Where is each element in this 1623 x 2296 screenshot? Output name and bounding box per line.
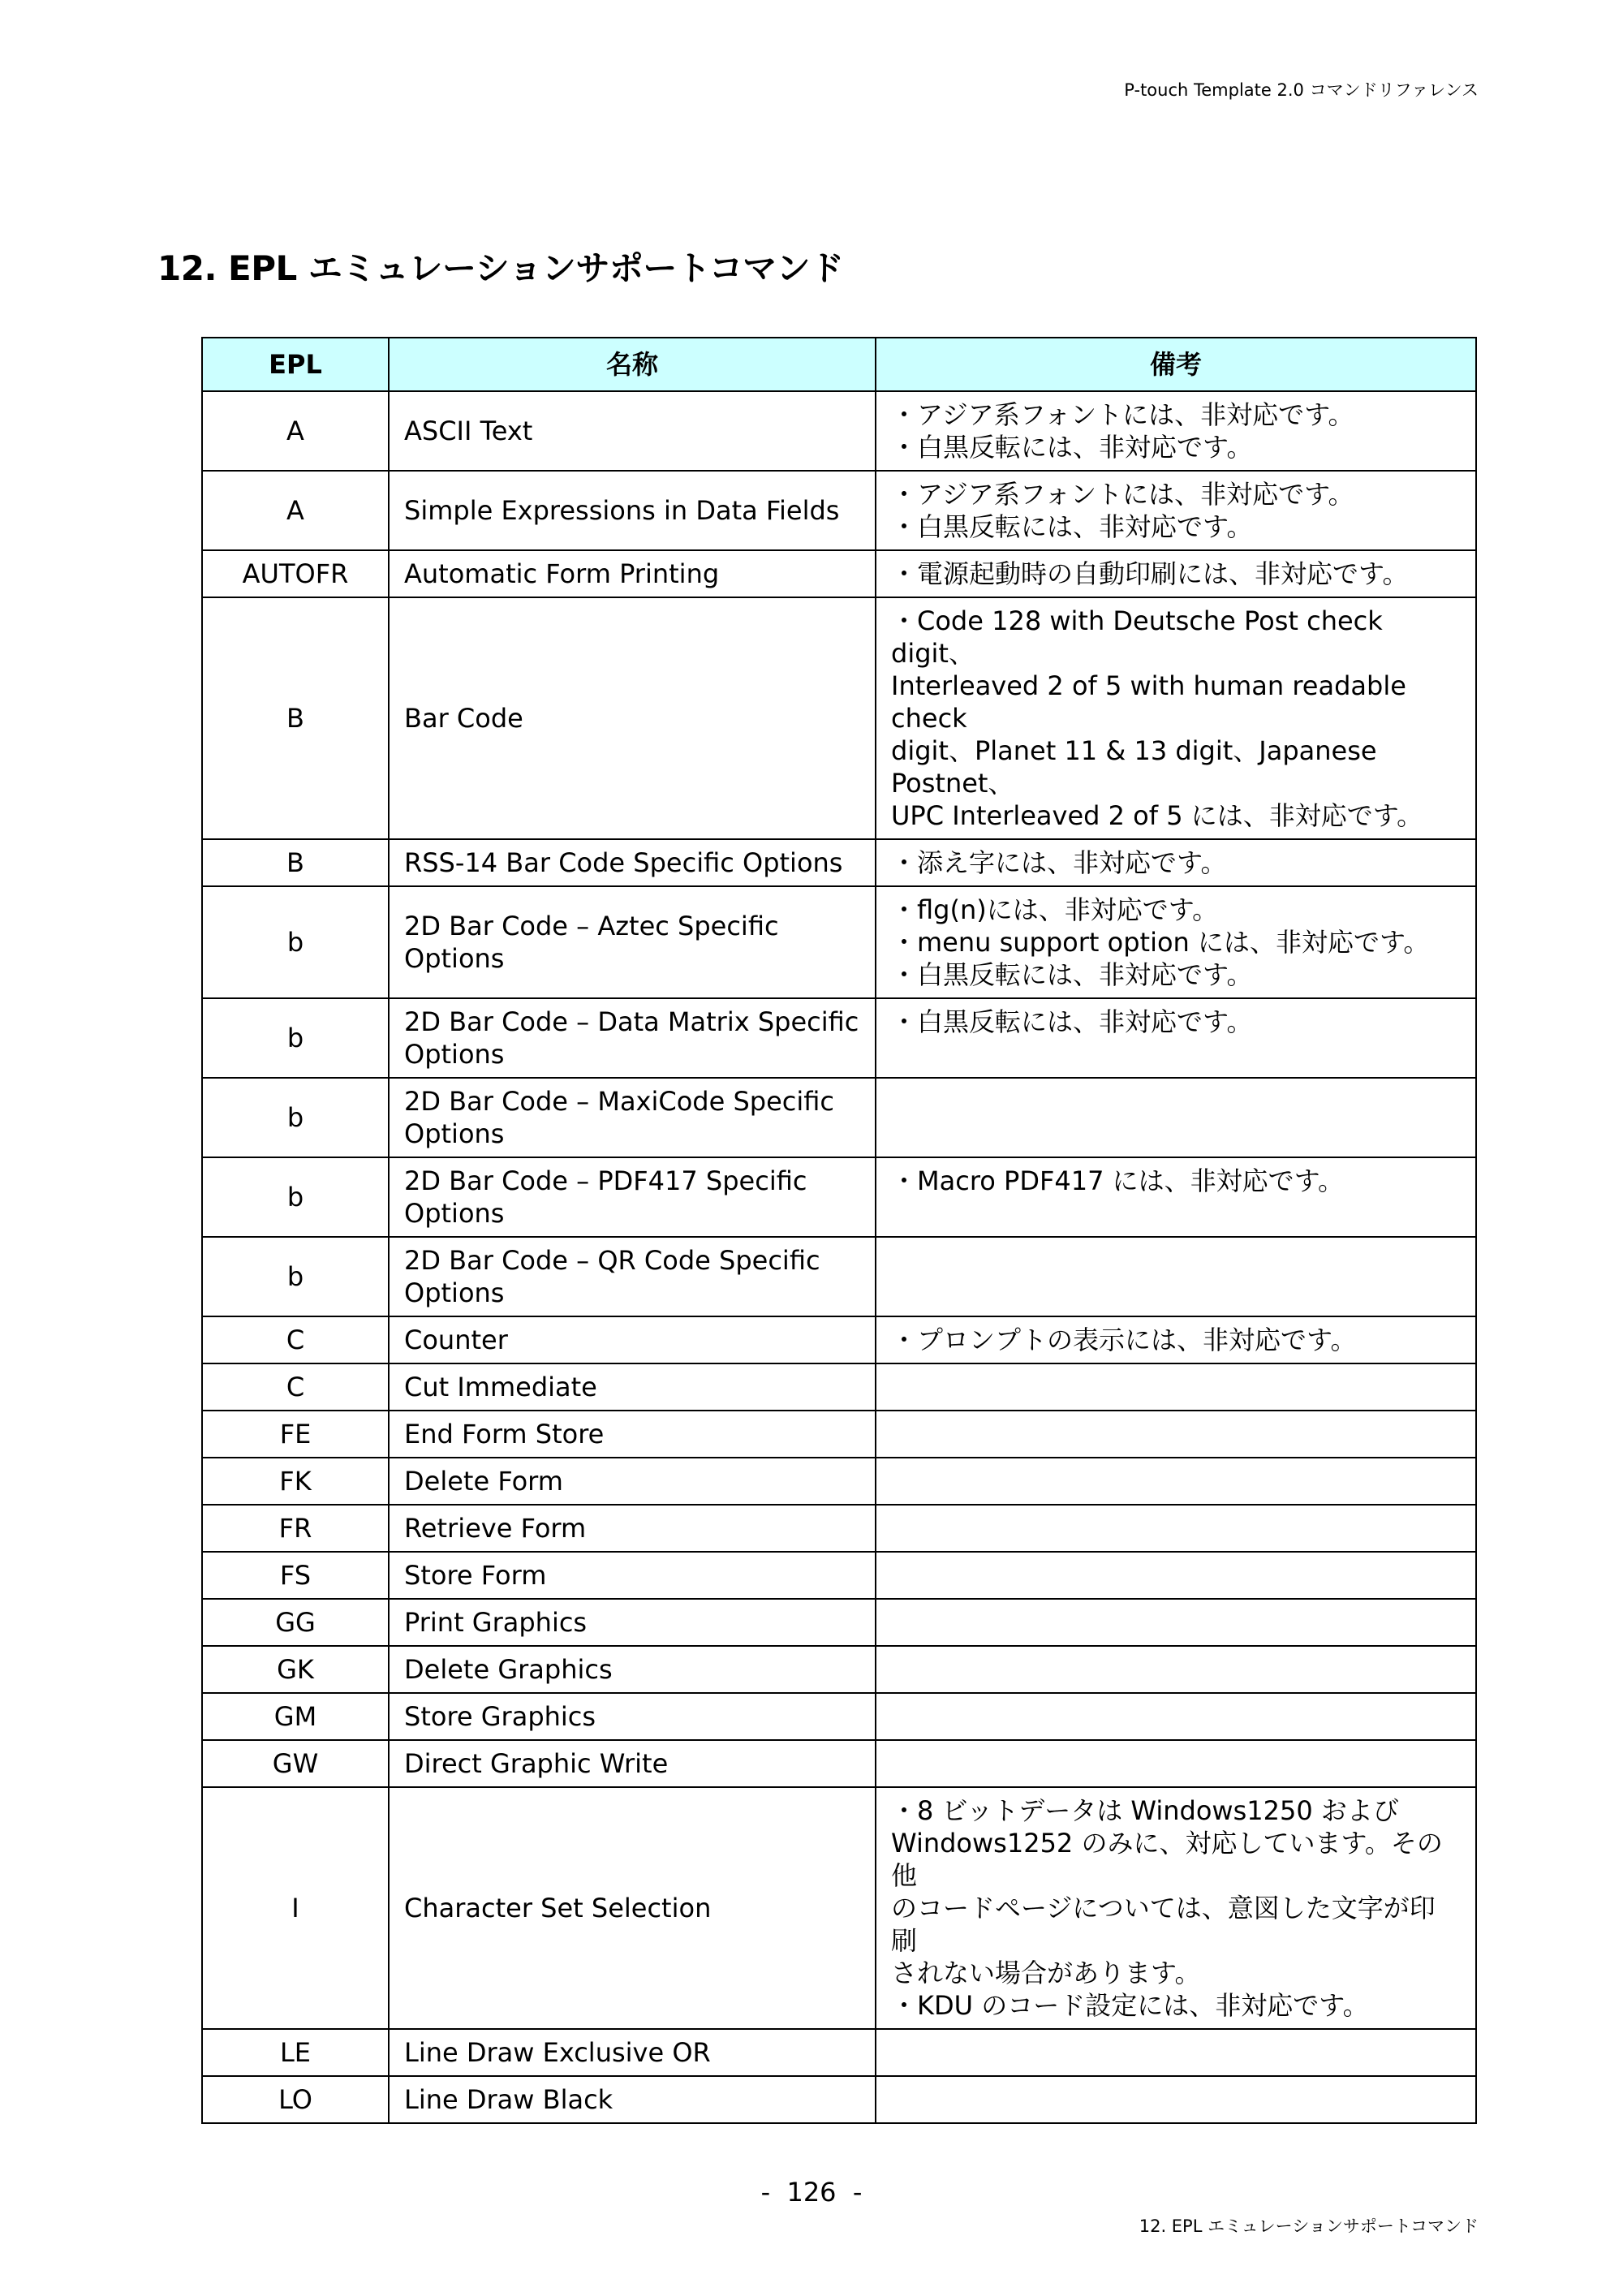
table-row xyxy=(202,1740,1476,1787)
notes-cell xyxy=(876,1237,1476,1316)
table-row xyxy=(202,1157,1476,1237)
notes-cell xyxy=(876,1505,1476,1552)
command-name-cell: Bar Code xyxy=(389,597,876,839)
notes-cell xyxy=(876,2076,1476,2123)
epl-command-cell: B xyxy=(202,597,389,839)
notes-cell xyxy=(876,1157,1476,1237)
command-name-cell: Simple Expressions in Data Fields xyxy=(389,471,876,550)
note-line: ・8 ビットデータは Windows1250 および xyxy=(891,1795,1399,1826)
note-line: ・flg(n)には、非対応です。 xyxy=(891,894,1219,925)
epl-command-cell: b xyxy=(202,886,389,998)
epl-command-cell: B xyxy=(202,839,389,886)
note-line: ・プロンプトの表示には、非対応です。 xyxy=(891,1325,1357,1355)
epl-command-cell: AUTOFR xyxy=(202,550,389,597)
command-name-cell: Delete Graphics xyxy=(389,1646,876,1693)
table-row xyxy=(202,1078,1476,1157)
command-name-cell: Counter xyxy=(389,1316,876,1363)
command-name-cell: Character Set Selection xyxy=(389,1787,876,2029)
notes-cell xyxy=(876,1599,1476,1646)
epl-command-cell: GG xyxy=(202,1599,389,1646)
notes-cell xyxy=(876,1740,1476,1787)
command-name-cell: 2D Bar Code – PDF417 Specific Options xyxy=(389,1157,876,1237)
epl-command-cell: A xyxy=(202,391,389,471)
note-line: ・アジア系フォントには、非対応です。 xyxy=(891,479,1354,510)
notes-cell xyxy=(876,391,1476,471)
epl-command-table xyxy=(201,337,1477,2124)
table-row xyxy=(202,1505,1476,1552)
note-line: ・KDU のコード設定には、非対応です。 xyxy=(891,1990,1369,2021)
table-body xyxy=(202,391,1476,2123)
column-header-name: 名称 xyxy=(389,338,876,391)
table-row xyxy=(202,839,1476,886)
note-line xyxy=(891,1118,1461,1150)
command-name-cell: Store Graphics xyxy=(389,1693,876,1740)
note-line: UPC Interleaved 2 of 5 には、非対応です。 xyxy=(891,800,1423,831)
column-header-epl: EPL xyxy=(202,338,389,391)
epl-command-cell: FK xyxy=(202,1458,389,1505)
table-row xyxy=(202,1237,1476,1316)
command-name-cell: Line Draw Black xyxy=(389,2076,876,2123)
note-line xyxy=(891,1038,1461,1070)
command-name-cell: Automatic Form Printing xyxy=(389,550,876,597)
note-line: ・白黒反転には、非対応です。 xyxy=(891,511,1253,542)
notes-cell xyxy=(876,2029,1476,2076)
command-name-cell: Store Form xyxy=(389,1552,876,1599)
note-line xyxy=(891,1277,1461,1309)
notes-cell xyxy=(876,597,1476,839)
epl-command-cell: FS xyxy=(202,1552,389,1599)
command-name-cell: 2D Bar Code – Aztec Specific Options xyxy=(389,886,876,998)
command-name-cell: Direct Graphic Write xyxy=(389,1740,876,1787)
table-row xyxy=(202,2029,1476,2076)
notes-cell xyxy=(876,998,1476,1078)
epl-command-cell: A xyxy=(202,471,389,550)
notes-cell xyxy=(876,1078,1476,1157)
command-name-cell: ASCII Text xyxy=(389,391,876,471)
notes-cell xyxy=(876,550,1476,597)
note-line: ・Code 128 with Deutsche Post check digit、 xyxy=(891,605,1383,669)
command-name-cell: 2D Bar Code – MaxiCode Specific Options xyxy=(389,1078,876,1157)
note-line: ・白黒反転には、非対応です。 xyxy=(891,432,1253,463)
command-name-cell: RSS-14 Bar Code Specific Options xyxy=(389,839,876,886)
notes-cell xyxy=(876,1552,1476,1599)
table-row xyxy=(202,1316,1476,1363)
epl-command-cell: C xyxy=(202,1316,389,1363)
command-name-cell: End Form Store xyxy=(389,1411,876,1458)
epl-command-cell: b xyxy=(202,1237,389,1316)
notes-cell xyxy=(876,1316,1476,1363)
note-line: digit、Planet 11 & 13 digit、Japanese Postnet、 xyxy=(891,735,1377,799)
command-name-cell: Delete Form xyxy=(389,1458,876,1505)
note-line: Interleaved 2 of 5 with human readable check xyxy=(891,670,1406,734)
epl-command-cell: b xyxy=(202,1078,389,1157)
note-line xyxy=(891,1197,1461,1230)
command-name-cell: Print Graphics xyxy=(389,1599,876,1646)
command-name-cell: 2D Bar Code – Data Matrix Specific Options xyxy=(389,998,876,1078)
epl-command-cell: GW xyxy=(202,1740,389,1787)
command-name-cell: 2D Bar Code – QR Code Specific Options xyxy=(389,1237,876,1316)
header-reference: P-touch Template 2.0 コマンドリファレンス xyxy=(1124,80,1479,100)
note-line: ・添え字には、非対応です。 xyxy=(891,847,1227,878)
epl-command-cell: C xyxy=(202,1363,389,1411)
epl-command-cell: FE xyxy=(202,1411,389,1458)
page-number: - 126 - xyxy=(760,2177,863,2208)
notes-cell xyxy=(876,886,1476,998)
command-name-cell: Cut Immediate xyxy=(389,1363,876,1411)
note-line: ・menu support option には、非対応です。 xyxy=(891,927,1430,958)
table-row xyxy=(202,1411,1476,1458)
note-line xyxy=(891,1085,1461,1118)
note-line: ・白黒反転には、非対応です。 xyxy=(891,959,1253,990)
epl-command-cell: LE xyxy=(202,2029,389,2076)
table-row xyxy=(202,886,1476,998)
note-line: ・Macro PDF417 には、非対応です。 xyxy=(891,1165,1345,1196)
epl-command-cell: LO xyxy=(202,2076,389,2123)
command-name-cell: Line Draw Exclusive OR xyxy=(389,2029,876,2076)
note-line: ・白黒反転には、非対応です。 xyxy=(891,1006,1253,1037)
table-row xyxy=(202,1646,1476,1693)
table-row xyxy=(202,1599,1476,1646)
table-row xyxy=(202,597,1476,839)
note-line: されない場合があります。 xyxy=(891,1958,1201,1988)
table-header-row xyxy=(202,338,1476,391)
notes-cell xyxy=(876,1411,1476,1458)
table-row xyxy=(202,391,1476,471)
table-row xyxy=(202,1787,1476,2029)
note-line: Windows1252 のみに、対応しています。その他 xyxy=(891,1828,1443,1891)
table-row xyxy=(202,1363,1476,1411)
notes-cell xyxy=(876,471,1476,550)
table-row xyxy=(202,471,1476,550)
table-row xyxy=(202,2076,1476,2123)
notes-cell xyxy=(876,839,1476,886)
note-line: ・電源起動時の自動印刷には、非対応です。 xyxy=(891,558,1409,589)
section-title: 12. EPL エミュレーションサポートコマンド xyxy=(157,248,844,288)
notes-cell xyxy=(876,1787,1476,2029)
note-line xyxy=(891,1244,1461,1277)
epl-command-cell: GM xyxy=(202,1693,389,1740)
footer-reference: 12. EPL エミュレーションサポートコマンド xyxy=(1139,2216,1479,2236)
epl-command-cell: FR xyxy=(202,1505,389,1552)
table-row xyxy=(202,998,1476,1078)
table-row xyxy=(202,550,1476,597)
epl-command-cell: b xyxy=(202,1157,389,1237)
table-row xyxy=(202,1552,1476,1599)
epl-command-cell: b xyxy=(202,998,389,1078)
epl-command-cell: GK xyxy=(202,1646,389,1693)
notes-cell xyxy=(876,1363,1476,1411)
note-line: のコードページについては、意図した文字が印刷 xyxy=(891,1893,1436,1956)
epl-command-cell: I xyxy=(202,1787,389,2029)
notes-cell xyxy=(876,1646,1476,1693)
table-row xyxy=(202,1458,1476,1505)
notes-cell xyxy=(876,1458,1476,1505)
notes-cell xyxy=(876,1693,1476,1740)
note-line: ・アジア系フォントには、非対応です。 xyxy=(891,399,1354,430)
column-header-notes: 備考 xyxy=(876,338,1476,391)
table-row xyxy=(202,1693,1476,1740)
command-name-cell: Retrieve Form xyxy=(389,1505,876,1552)
